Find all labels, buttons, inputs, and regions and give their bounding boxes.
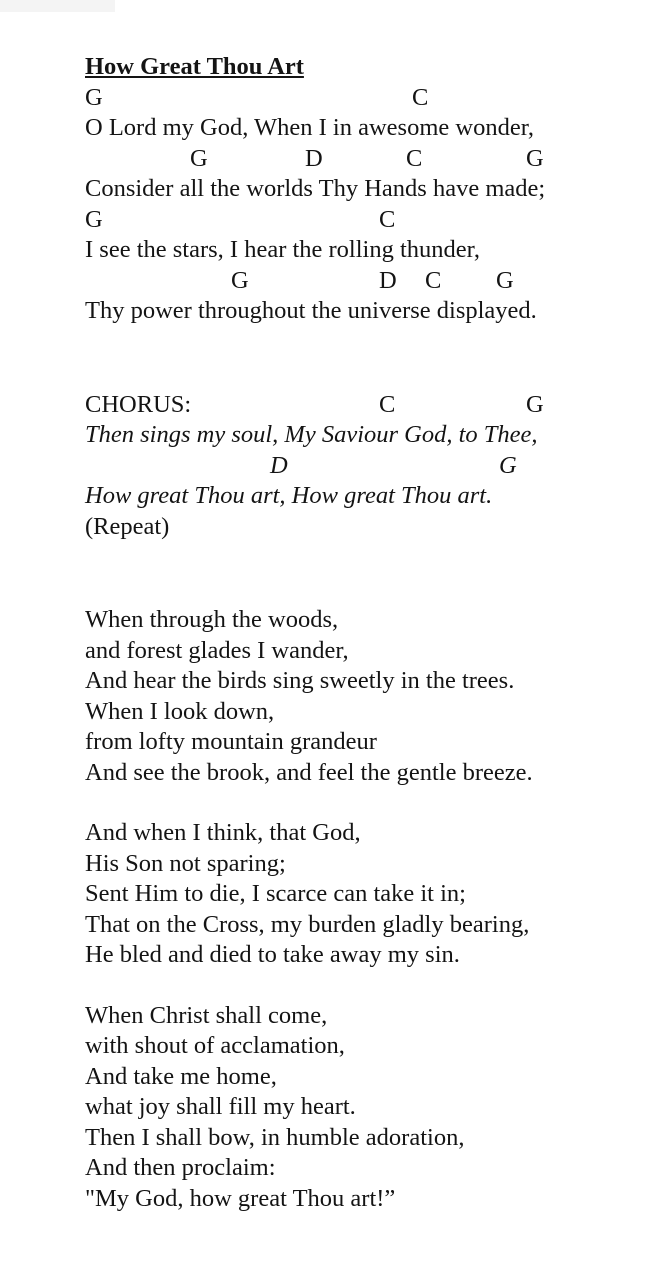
chord-line bbox=[85, 144, 645, 175]
chord: G bbox=[499, 451, 517, 479]
chord-line bbox=[85, 83, 645, 114]
chord: G bbox=[85, 205, 103, 233]
chord: G bbox=[231, 266, 249, 294]
chord: G bbox=[85, 83, 103, 111]
lyric-line: That on the Cross, my burden gladly bearing, bbox=[85, 910, 530, 938]
chord: G bbox=[190, 144, 208, 172]
lyric-line: and forest glades I wander, bbox=[85, 636, 349, 664]
lyric-line: And take me home, bbox=[85, 1062, 277, 1090]
chord: C bbox=[425, 266, 442, 294]
lyric-line: Thy power throughout the universe displayed. bbox=[85, 297, 537, 324]
chord-line bbox=[85, 205, 645, 236]
lyric-line: And when I think, that God, bbox=[85, 819, 361, 846]
lyric-line: When I look down, bbox=[85, 697, 275, 725]
top-bar bbox=[0, 0, 115, 12]
song-sheet bbox=[85, 52, 645, 1214]
lyric-line: When Christ shall come, bbox=[85, 1001, 328, 1029]
lyric-line: what joy shall fill my heart. bbox=[85, 1093, 356, 1120]
lyric-line: When through the woods, bbox=[85, 606, 339, 633]
chord: D bbox=[305, 144, 323, 172]
chord: D bbox=[379, 266, 397, 294]
lyric-line: from lofty mountain grandeur bbox=[85, 728, 377, 755]
chord: C bbox=[379, 390, 396, 418]
chord: C bbox=[379, 205, 396, 233]
song-title: How Great Thou Art bbox=[85, 53, 304, 80]
lyric-line: with shout of acclamation, bbox=[85, 1032, 345, 1059]
chord: C bbox=[412, 83, 429, 111]
repeat-note: (Repeat) bbox=[85, 512, 170, 540]
lyric-line: "My God, how great Thou art!” bbox=[85, 1184, 396, 1212]
lyric-line: And hear the birds sing sweetly in the trees. bbox=[85, 667, 515, 694]
lyric-line: And see the brook, and feel the gentle breeze. bbox=[85, 758, 533, 786]
chord-line bbox=[85, 451, 645, 482]
lyric-line: I see the stars, I hear the rolling thunder, bbox=[85, 236, 480, 263]
chorus-label: CHORUS: bbox=[85, 390, 192, 418]
chord: G bbox=[526, 144, 544, 172]
chord: G bbox=[496, 266, 514, 294]
chorus-lyric-line: Then sings my soul, My Saviour God, to Thee, bbox=[85, 421, 538, 448]
chord-line bbox=[85, 390, 645, 421]
chord: D bbox=[270, 451, 288, 479]
lyric-line: Sent Him to die, I scarce can take it in; bbox=[85, 880, 466, 907]
lyric-line: He bled and died to take away my sin. bbox=[85, 941, 460, 968]
chord-line bbox=[85, 266, 645, 297]
lyric-line: Consider all the worlds Thy Hands have made; bbox=[85, 175, 546, 202]
chorus-lyric-line: How great Thou art, How great Thou art. bbox=[85, 482, 493, 509]
lyric-line: His Son not sparing; bbox=[85, 849, 286, 877]
lyric-line: And then proclaim: bbox=[85, 1154, 276, 1181]
lyric-line: O Lord my God, When I in awesome wonder, bbox=[85, 114, 534, 141]
chord: C bbox=[406, 144, 423, 172]
lyric-line: Then I shall bow, in humble adoration, bbox=[85, 1123, 465, 1151]
chord: G bbox=[526, 390, 544, 418]
